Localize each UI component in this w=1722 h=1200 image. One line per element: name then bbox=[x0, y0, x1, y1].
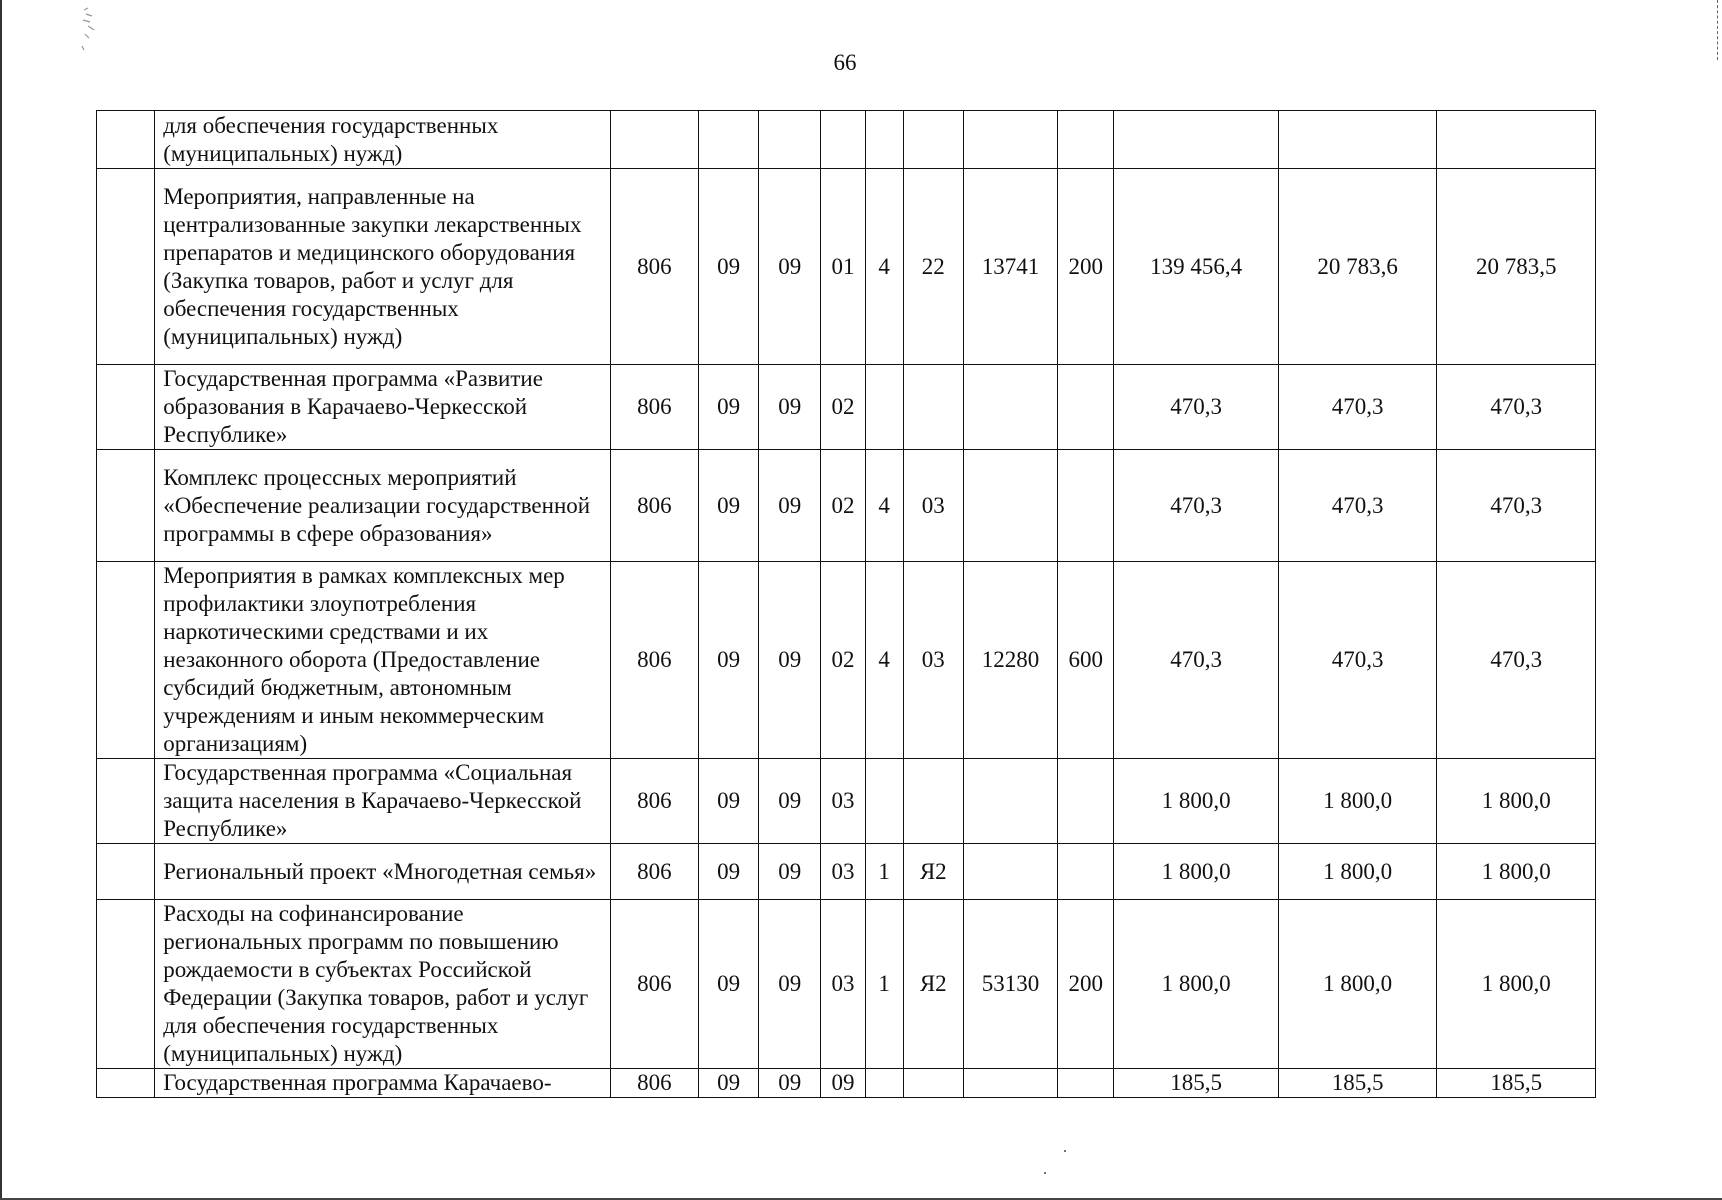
row-description: Мероприятия в рамках комплексных мер профилактики злоупотребления наркотическими средствами и их незаконного оборота (Предоставление субсидий бюджетным, автономным учреждениям и иным некоммерческим организациям) bbox=[155, 562, 611, 759]
code-cell: 03 bbox=[821, 900, 865, 1069]
code-cell: 09 bbox=[759, 365, 821, 450]
table-row bbox=[97, 450, 1596, 562]
code-cell: 1 bbox=[865, 844, 903, 900]
code-cell: 09 bbox=[698, 169, 758, 365]
amount-cell bbox=[1278, 111, 1437, 169]
code-cell: 09 bbox=[759, 844, 821, 900]
table-row bbox=[97, 900, 1596, 1069]
code-cell bbox=[1058, 1069, 1114, 1098]
code-cell: 806 bbox=[610, 759, 698, 844]
amount-cell bbox=[1114, 111, 1279, 169]
code-cell bbox=[1058, 450, 1114, 562]
code-cell: 09 bbox=[698, 759, 758, 844]
code-cell: 09 bbox=[821, 1069, 865, 1098]
row-description: Расходы на софинансирование региональных программ по повышению рождаемости в субъектах Российской Федерации (Закупка товаров, работ и услуг для обеспечения государственных (муниципальных) нужд) bbox=[155, 900, 611, 1069]
code-cell: 02 bbox=[821, 562, 865, 759]
amount-cell: 470,3 bbox=[1437, 365, 1596, 450]
amount-cell: 470,3 bbox=[1278, 450, 1437, 562]
amount-cell: 470,3 bbox=[1437, 562, 1596, 759]
row-description: Государственная программа Карачаево- bbox=[155, 1069, 611, 1098]
code-cell: 01 bbox=[821, 169, 865, 365]
amount-cell: 470,3 bbox=[1437, 450, 1596, 562]
scan-artifact-mark bbox=[80, 6, 98, 52]
code-cell: 09 bbox=[759, 562, 821, 759]
scan-speck bbox=[1044, 1172, 1046, 1174]
amount-cell: 470,3 bbox=[1278, 562, 1437, 759]
amount-cell: 470,3 bbox=[1114, 450, 1279, 562]
code-cell: 22 bbox=[903, 169, 963, 365]
code-cell bbox=[821, 111, 865, 169]
amount-cell: 1 800,0 bbox=[1278, 844, 1437, 900]
code-cell: 03 bbox=[903, 450, 963, 562]
code-cell bbox=[963, 365, 1057, 450]
code-cell: 806 bbox=[610, 562, 698, 759]
row-index-cell bbox=[97, 365, 155, 450]
code-cell: Я2 bbox=[903, 900, 963, 1069]
row-index-cell bbox=[97, 844, 155, 900]
code-cell: 09 bbox=[759, 169, 821, 365]
page-edge-right bbox=[1716, 0, 1718, 60]
code-cell: 806 bbox=[610, 450, 698, 562]
budget-table bbox=[96, 110, 1596, 1098]
code-cell: 09 bbox=[759, 759, 821, 844]
table-row bbox=[97, 111, 1596, 169]
code-cell: 02 bbox=[821, 450, 865, 562]
scan-speck bbox=[1064, 1150, 1066, 1152]
code-cell bbox=[963, 111, 1057, 169]
code-cell bbox=[963, 1069, 1057, 1098]
table-row bbox=[97, 562, 1596, 759]
amount-cell: 470,3 bbox=[1278, 365, 1437, 450]
amount-cell: 185,5 bbox=[1437, 1069, 1596, 1098]
code-cell bbox=[903, 365, 963, 450]
code-cell: 09 bbox=[698, 562, 758, 759]
row-index-cell bbox=[97, 900, 155, 1069]
amount-cell: 1 800,0 bbox=[1437, 844, 1596, 900]
row-index-cell bbox=[97, 450, 155, 562]
code-cell: 02 bbox=[821, 365, 865, 450]
amount-cell: 20 783,5 bbox=[1437, 169, 1596, 365]
row-index-cell bbox=[97, 759, 155, 844]
amount-cell: 185,5 bbox=[1114, 1069, 1279, 1098]
code-cell bbox=[1058, 111, 1114, 169]
table-row bbox=[97, 844, 1596, 900]
code-cell bbox=[963, 450, 1057, 562]
code-cell: 1 bbox=[865, 900, 903, 1069]
code-cell: 806 bbox=[610, 169, 698, 365]
row-description: Государственная программа «Развитие образования в Карачаево-Черкесской Республике» bbox=[155, 365, 611, 450]
code-cell: 09 bbox=[698, 1069, 758, 1098]
amount-cell: 1 800,0 bbox=[1437, 900, 1596, 1069]
code-cell bbox=[1058, 365, 1114, 450]
row-description: Региональный проект «Многодетная семья» bbox=[155, 844, 611, 900]
code-cell bbox=[903, 759, 963, 844]
row-description: для обеспечения государственных (муниципальных) нужд) bbox=[155, 111, 611, 169]
code-cell: 806 bbox=[610, 900, 698, 1069]
code-cell: 600 bbox=[1058, 562, 1114, 759]
code-cell: 09 bbox=[759, 1069, 821, 1098]
code-cell bbox=[1058, 759, 1114, 844]
code-cell: 806 bbox=[610, 365, 698, 450]
amount-cell: 185,5 bbox=[1278, 1069, 1437, 1098]
code-cell: 200 bbox=[1058, 169, 1114, 365]
amount-cell bbox=[1437, 111, 1596, 169]
amount-cell: 1 800,0 bbox=[1114, 844, 1279, 900]
code-cell: 09 bbox=[698, 900, 758, 1069]
amount-cell: 470,3 bbox=[1114, 365, 1279, 450]
row-index-cell bbox=[97, 1069, 155, 1098]
code-cell: 09 bbox=[698, 450, 758, 562]
code-cell: 4 bbox=[865, 169, 903, 365]
amount-cell: 1 800,0 bbox=[1114, 900, 1279, 1069]
code-cell bbox=[1058, 844, 1114, 900]
code-cell bbox=[865, 1069, 903, 1098]
row-description: Комплекс процессных мероприятий «Обеспечение реализации государственной программы в сфере образования» bbox=[155, 450, 611, 562]
code-cell bbox=[963, 759, 1057, 844]
code-cell bbox=[610, 111, 698, 169]
code-cell: 806 bbox=[610, 844, 698, 900]
row-index-cell bbox=[97, 169, 155, 365]
code-cell: 4 bbox=[865, 450, 903, 562]
code-cell bbox=[865, 111, 903, 169]
code-cell bbox=[963, 844, 1057, 900]
code-cell: 4 bbox=[865, 562, 903, 759]
table-row bbox=[97, 1069, 1596, 1098]
code-cell: 09 bbox=[698, 844, 758, 900]
amount-cell: 1 800,0 bbox=[1437, 759, 1596, 844]
page-number: 66 bbox=[833, 50, 857, 75]
code-cell: 03 bbox=[821, 759, 865, 844]
code-cell: 53130 bbox=[963, 900, 1057, 1069]
code-cell: 09 bbox=[759, 900, 821, 1069]
code-cell bbox=[865, 365, 903, 450]
code-cell: Я2 bbox=[903, 844, 963, 900]
amount-cell: 139 456,4 bbox=[1114, 169, 1279, 365]
code-cell bbox=[759, 111, 821, 169]
table-row bbox=[97, 169, 1596, 365]
row-index-cell bbox=[97, 562, 155, 759]
code-cell: 03 bbox=[903, 562, 963, 759]
amount-cell: 1 800,0 bbox=[1278, 759, 1437, 844]
code-cell: 03 bbox=[821, 844, 865, 900]
row-description: Государственная программа «Социальная защита населения в Карачаево-Черкесской Республике» bbox=[155, 759, 611, 844]
table-row bbox=[97, 759, 1596, 844]
amount-cell: 20 783,6 bbox=[1278, 169, 1437, 365]
table-row bbox=[97, 365, 1596, 450]
row-index-cell bbox=[97, 111, 155, 169]
code-cell bbox=[865, 759, 903, 844]
amount-cell: 470,3 bbox=[1114, 562, 1279, 759]
code-cell bbox=[903, 111, 963, 169]
code-cell: 12280 bbox=[963, 562, 1057, 759]
code-cell bbox=[903, 1069, 963, 1098]
code-cell: 806 bbox=[610, 1069, 698, 1098]
code-cell: 13741 bbox=[963, 169, 1057, 365]
code-cell: 200 bbox=[1058, 900, 1114, 1069]
page-edge-left bbox=[0, 0, 2, 1200]
row-description: Мероприятия, направленные на централизованные закупки лекарственных препаратов и медицинского оборудования (Закупка товаров, работ и услуг для обеспечения государственных (муниципальных) нужд) bbox=[155, 169, 611, 365]
code-cell: 09 bbox=[759, 450, 821, 562]
code-cell: 09 bbox=[698, 365, 758, 450]
code-cell bbox=[698, 111, 758, 169]
amount-cell: 1 800,0 bbox=[1278, 900, 1437, 1069]
amount-cell: 1 800,0 bbox=[1114, 759, 1279, 844]
